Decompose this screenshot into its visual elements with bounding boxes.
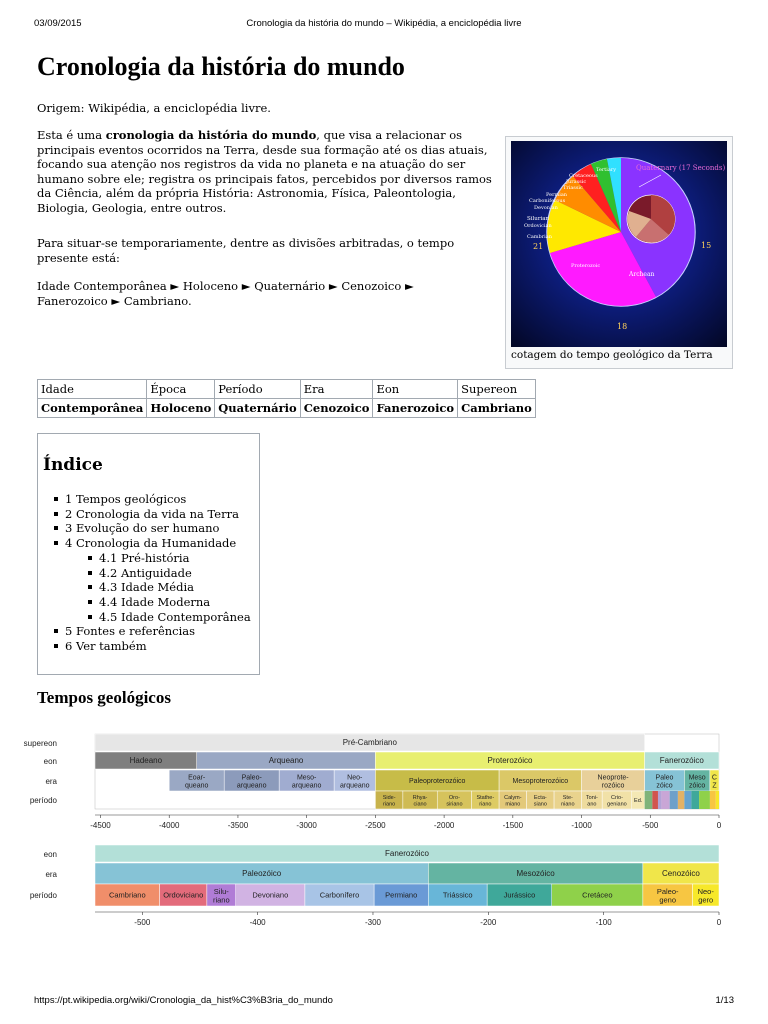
period-bar-label: Ordoviciano	[163, 890, 204, 900]
era-bar-label: C	[711, 774, 717, 782]
era-bar-label: queano	[185, 782, 209, 790]
geologic-clock-image[interactable]	[511, 141, 727, 347]
axis-tick-label: -200	[480, 918, 497, 927]
origin-note: Origem: Wikipédia, a enciclopédia livre.	[37, 101, 271, 115]
period-bar-label: Cretáceo	[582, 890, 613, 900]
thumb-label-tertiary: Tertiary	[596, 167, 617, 173]
period-bar-label: Jurássico	[503, 890, 536, 900]
toc-sublist	[65, 551, 251, 625]
phanerozoic-period-strip[interactable]	[678, 791, 684, 809]
era-bar-label: Paleoproterozóico	[409, 777, 466, 785]
period-bar-label: ciano	[413, 801, 427, 808]
thumb-label-proterozoic: Proterozoic	[571, 263, 601, 269]
era-bar-label: Z	[712, 782, 717, 790]
period-bar-label: Permiano	[385, 890, 418, 900]
row-label-era: era	[45, 777, 57, 786]
axis-tick-label: -4500	[90, 821, 111, 830]
thumbnail-caption: cotagem do tempo geológico da Terra	[511, 349, 713, 361]
axis-tick-label: -1500	[502, 821, 524, 830]
toc-subitem[interactable]: 4.5 Idade Contemporânea	[99, 609, 251, 624]
era-table-cell[interactable]: Cenozoico	[300, 399, 373, 418]
era-table-header: Eon	[373, 380, 458, 399]
era-bar-label: Neo-	[347, 774, 363, 782]
era-bar-label: arqueano	[291, 782, 322, 790]
axis-tick-label: -3000	[296, 821, 317, 830]
period-bar-label: Oro-	[448, 795, 460, 801]
phanerozoic-period-strip[interactable]	[710, 791, 716, 809]
axis-tick-label: -500	[642, 821, 659, 830]
axis-tick-label: -4000	[158, 821, 180, 830]
situate-paragraph: Para situar-se temporariamente, dentre as divisões arbitradas, o tempo presente está:	[37, 236, 455, 265]
thumb-num-21: 21	[533, 242, 544, 251]
thumb-label-devonian: Devonian	[534, 205, 558, 211]
print-date: 03/09/2015	[34, 18, 82, 29]
toc-item[interactable]: 6 Ver também	[65, 639, 251, 654]
intro-bold-link[interactable]: cronologia da história do mundo	[105, 128, 317, 142]
period-bar-label: geno	[659, 895, 677, 905]
period-bar-label: Triássico	[442, 890, 473, 900]
thumb-label-silurian: Silurian	[527, 216, 550, 222]
era-bar-label: Cenozóico	[662, 869, 700, 879]
phanerozoic-period-strip[interactable]	[658, 791, 661, 809]
geologic-timeline	[23, 728, 727, 990]
axis-tick-label: -3500	[227, 821, 249, 830]
toc-list	[65, 492, 251, 654]
row-label-era: era	[45, 870, 57, 879]
era-table	[37, 379, 536, 418]
period-bar-label: Carbonífero	[319, 890, 360, 900]
phanerozoic-period-strip[interactable]	[691, 791, 699, 809]
era-table-cell[interactable]: Cambriano	[458, 399, 536, 418]
section-heading: Tempos geológicos	[37, 688, 171, 707]
period-bar-label: Rhya-	[412, 795, 428, 801]
axis-tick-label: -400	[249, 918, 266, 927]
thumb-label-quaternary: Quaternary (17 Seconds)	[636, 164, 726, 172]
thumb-label-permian: Permian	[546, 192, 568, 198]
period-bar-label: Ste-	[562, 795, 573, 801]
supereon-bar-label: Pré-Cambriano	[342, 738, 397, 748]
row-label-periodo: período	[29, 891, 57, 900]
era-bar-label: Paleo-	[241, 774, 262, 782]
axis-tick-label: 0	[716, 821, 722, 830]
article-title: Cronologia da história do mundo	[37, 52, 405, 81]
thumb-num-15: 15	[701, 241, 712, 250]
period-bar-label: siriano	[446, 801, 463, 808]
era-table-cell[interactable]: Holoceno	[147, 399, 215, 418]
toc-subitem[interactable]: 4.3 Idade Média	[99, 580, 251, 595]
period-bar-label: Cambriano	[108, 890, 146, 900]
period-bar-label: Ecta-	[533, 795, 547, 801]
era-bar-label: arqueano	[236, 782, 267, 790]
period-bar-label: Toni-	[585, 795, 598, 801]
print-page-title: Cronologia da história do mundo – Wikipédia, a enciclopédia livre	[246, 18, 522, 29]
eon-bar-label: Arqueano	[268, 756, 304, 766]
thumb-label-archean: Archean	[629, 271, 655, 278]
period-bar-label: Stathe-	[476, 795, 495, 801]
era-table-cell[interactable]: Fanerozoico	[373, 399, 458, 418]
period-bar-label: niano	[561, 801, 575, 808]
thumb-label-jurassic: Jurassic	[566, 179, 587, 185]
period-bar-label: Silu-	[213, 887, 229, 896]
era-bar-label: Eoar-	[188, 774, 206, 782]
phanerozoic-period-strip[interactable]	[670, 791, 678, 809]
row-label-supereon: supereon	[23, 739, 57, 748]
era-table-header-row	[38, 380, 536, 399]
era-bar-label: Meso-	[296, 774, 317, 782]
era-table-header: Período	[215, 380, 300, 399]
era-bar-label: Paleo	[655, 774, 674, 782]
era-bar-label: Neoprote-	[597, 774, 629, 782]
era-table-cell[interactable]: Quaternário	[215, 399, 300, 418]
phanerozoic-period-strip[interactable]	[661, 791, 669, 809]
toc-item[interactable]: 4 Cronologia da Humanidade 4.1 Pré-história 4.2 Antiguidade 4.3 Idade Média 4.4 Idade Moderna 4.5 Idade Contemporânea	[65, 536, 251, 624]
axis-tick-label: 0	[716, 918, 722, 927]
toc-subitem[interactable]: 4.4 Idade Moderna	[99, 595, 251, 610]
era-bar-label: Meso	[688, 774, 706, 782]
period-bar-label: Crio-	[610, 795, 623, 801]
print-url: https://pt.wikipedia.org/wiki/Cronologia_da_hist%C3%B3ria_do_mundo	[34, 995, 333, 1006]
eon-bar-label: Fanerozóico	[659, 756, 704, 766]
axis-tick-label: -2000	[433, 821, 455, 830]
phanerozoic-period-strip[interactable]	[716, 791, 719, 809]
toc-title: Índice	[43, 455, 103, 475]
print-page-number: 1/13	[715, 995, 734, 1006]
period-bar-label: siano	[533, 801, 547, 808]
era-table-header: Era	[300, 380, 373, 399]
eon-bar-label: Hadeano	[129, 756, 163, 766]
period-bar-label: riano	[383, 801, 396, 808]
thumb-label-carboniferous: Carboniferous	[529, 198, 566, 204]
period-bar-label: ano	[587, 801, 597, 808]
toc-item[interactable]: 1 Tempos geológicos	[65, 492, 251, 507]
eon-bar-label: Fanerozóico	[384, 849, 430, 859]
period-bar-label: Neo-	[697, 887, 714, 896]
era-table-header: Idade	[38, 380, 147, 399]
thumb-num-18: 18	[617, 322, 628, 331]
era-table-value-row	[38, 399, 536, 418]
axis-tick-label: -2500	[365, 821, 386, 830]
eon-bar-label: Proterozóico	[487, 756, 533, 766]
period-bar-label: Paleo-	[656, 887, 679, 896]
axis-tick-label: -300	[364, 918, 381, 927]
era-bar-label: rozóico	[601, 782, 625, 790]
period-bar-label: Ed.	[634, 797, 643, 804]
era-bar-label: Mesoproterozóico	[512, 777, 569, 785]
phanerozoic-period-strip[interactable]	[645, 791, 653, 809]
axis-tick-label: -1000	[571, 821, 592, 830]
thumb-label-cretaceous: Cretaceous	[569, 173, 598, 179]
row-label-eon: eon	[43, 850, 57, 859]
period-bar-label: miano	[505, 801, 521, 808]
table-of-contents	[37, 433, 260, 675]
toc-item[interactable]: 2 Cronologia da vida na Terra	[65, 507, 251, 522]
period-bar-label: riano	[212, 895, 230, 905]
era-bar-label: arqueano	[339, 782, 370, 790]
row-label-eon: eon	[43, 757, 57, 766]
era-table-header: Supereon	[458, 380, 536, 399]
phanerozoic-period-strip[interactable]	[699, 791, 710, 809]
era-bar-label: zóico	[688, 782, 706, 790]
period-bar-label: Side-	[382, 795, 396, 801]
toc-subitem[interactable]: 4.1 Pré-história	[99, 551, 251, 566]
era-table-header: Época	[147, 380, 215, 399]
period-bar-label: riano	[479, 801, 492, 808]
thumbnail-box	[505, 136, 733, 369]
period-bar-label: gero	[698, 895, 714, 905]
era-bar-label: Mesozóico	[516, 869, 555, 879]
era-bar-label: zóico	[656, 782, 673, 790]
toc-item[interactable]: 3 Evolução do ser humano	[65, 521, 251, 536]
period-bar-label: geniano	[607, 801, 627, 808]
axis-tick-label: -100	[595, 918, 612, 927]
intro-paragraph: Esta é uma cronologia da história do mundo, que visa a relacionar os principais eventos ocorridos na Terra, desde sua formação até os dias atuais, focando sua atenção nos registros da vida no planeta e na atuação do ser humano sobre ele; registra os principais fatos, percebidos por diversos ramos da Ciência, além da própria História: Astronomia, Física, Paleontologia, Biologia, Geologia, entre outros.	[37, 128, 492, 215]
row-label-periodo: período	[29, 796, 57, 805]
time-chain: Idade Contemporânea ► Holoceno ► Quaternário ► Cenozoico ► Fanerozoico ► Cambriano.	[37, 279, 414, 308]
thumb-label-triassic: Triassic	[563, 185, 583, 191]
period-bar-label: Calym-	[504, 795, 522, 801]
era-table-cell[interactable]: Contemporânea	[38, 399, 147, 418]
thumb-label-ordovician: Ordovician	[524, 223, 552, 229]
era-bar-label: Paleozóico	[242, 869, 282, 879]
phanerozoic-period-strip[interactable]	[684, 791, 691, 809]
thumb-label-cambrian: Cambrian	[527, 234, 552, 240]
axis-tick-label: -500	[134, 918, 151, 927]
toc-subitem[interactable]: 4.2 Antiguidade	[99, 566, 251, 581]
toc-item[interactable]: 5 Fontes e referências	[65, 624, 251, 639]
phanerozoic-period-strip[interactable]	[652, 791, 658, 809]
period-bar-label: Devoniano	[252, 890, 289, 900]
